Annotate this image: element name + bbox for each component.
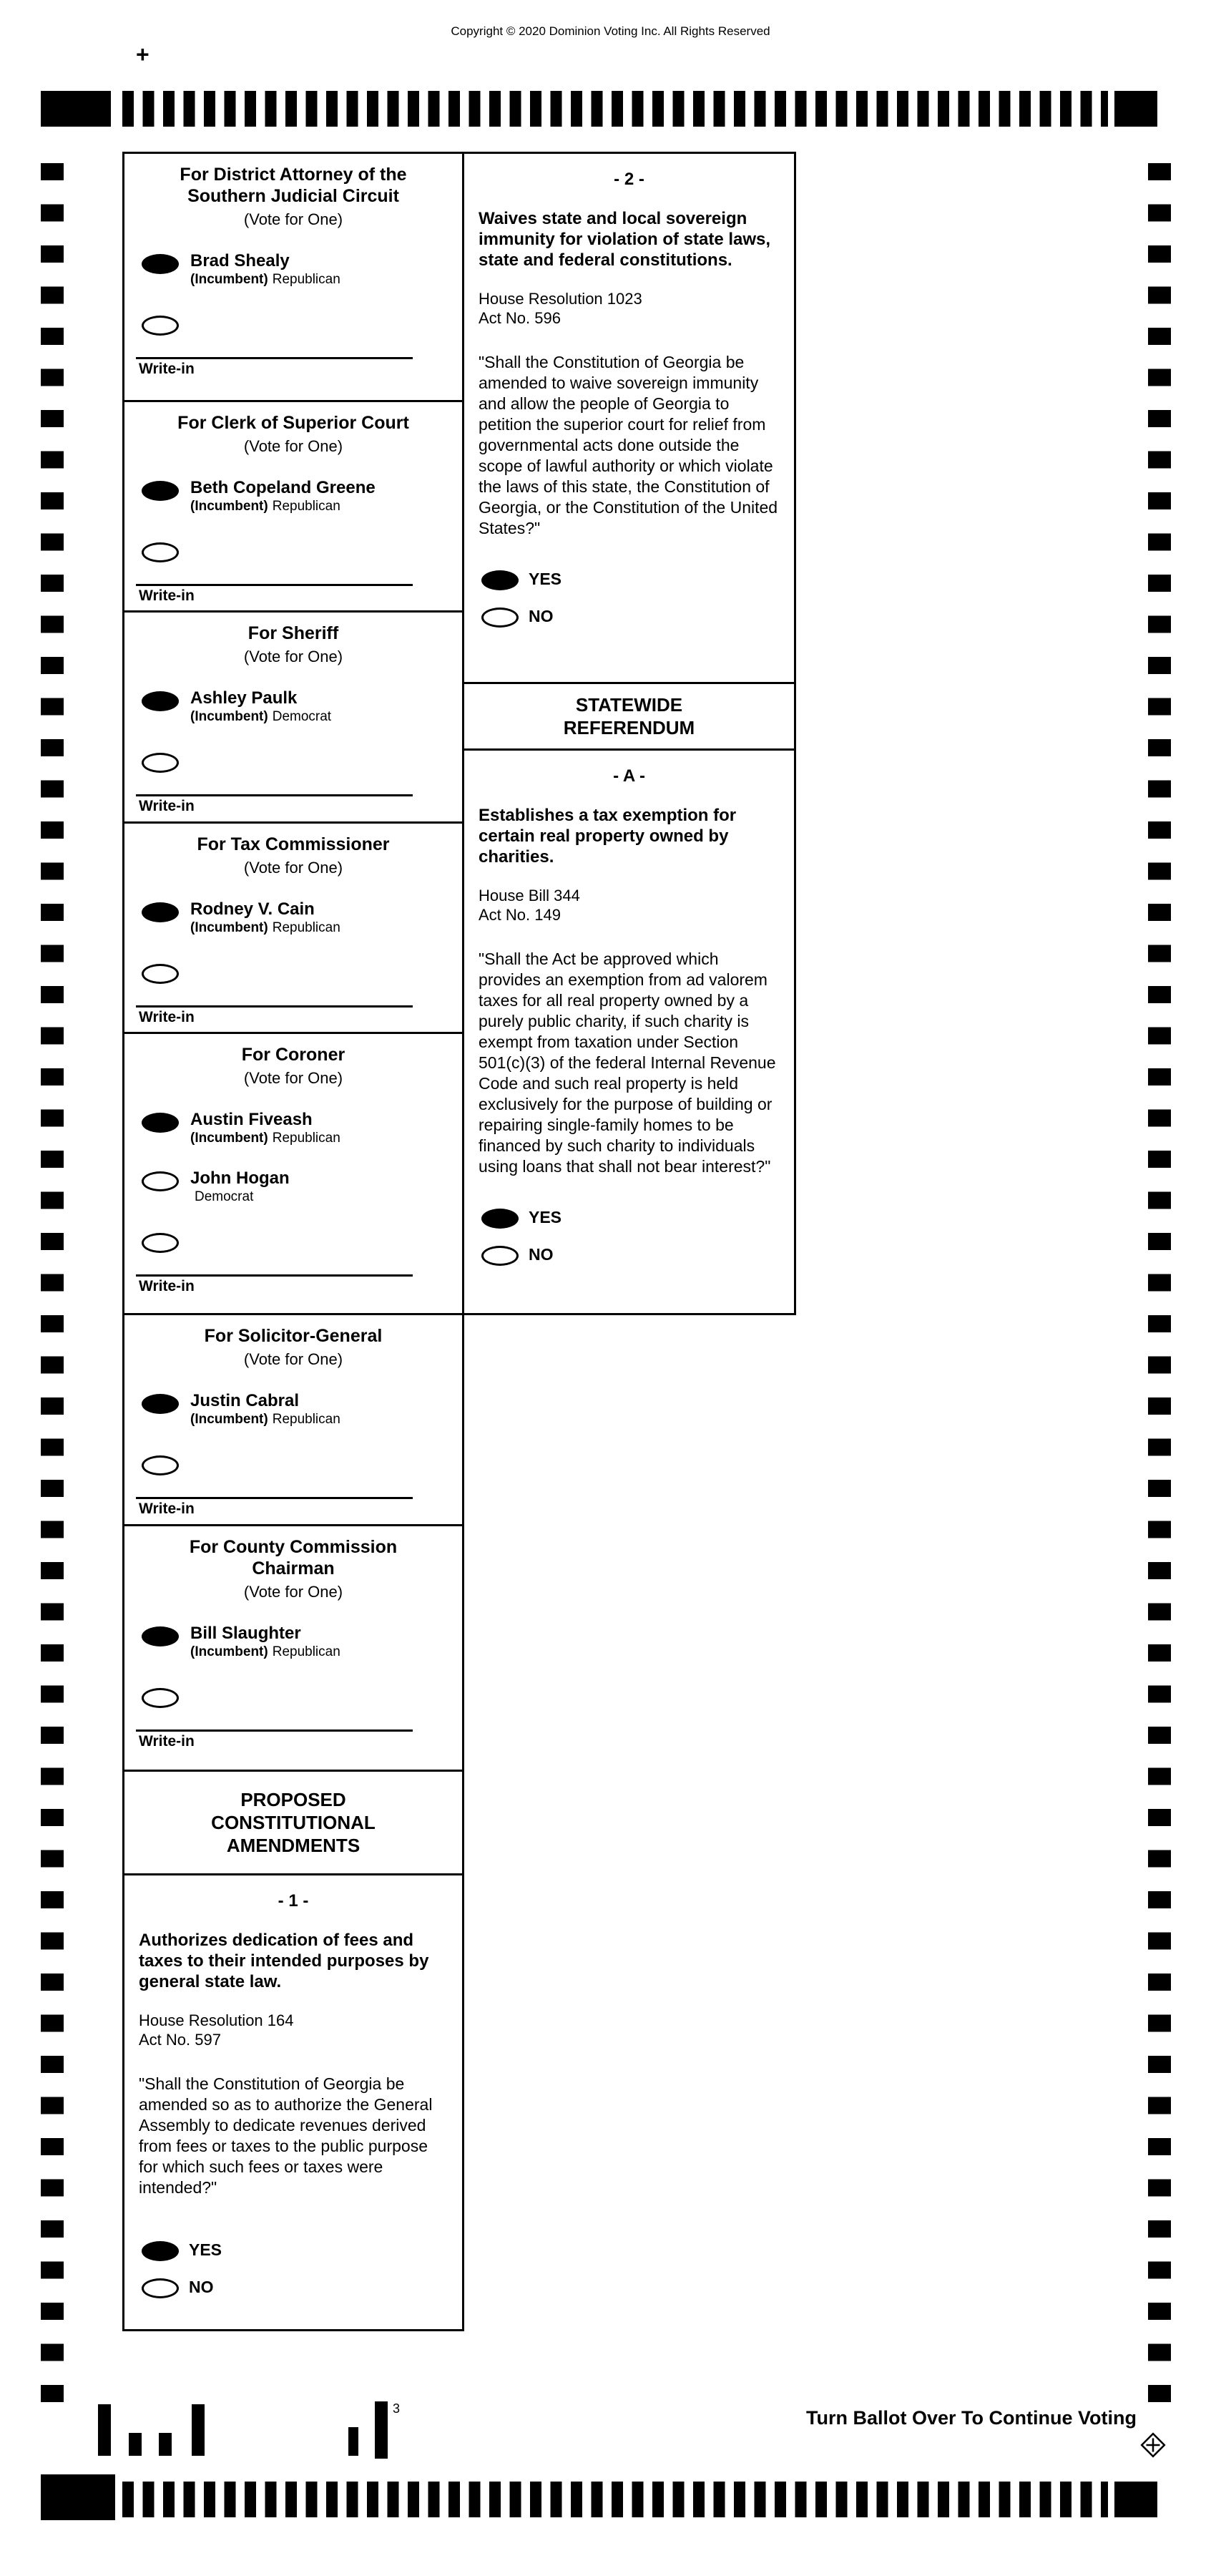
write-in-row	[142, 1230, 451, 1253]
turn-ballot-over-instruction: Turn Ballot Over To Continue Voting	[806, 2407, 1137, 2429]
timing-marks-top	[122, 91, 1108, 127]
measure-ref-line1: House Resolution 164	[139, 2011, 294, 2029]
measure-referendum-a	[462, 748, 796, 1315]
ballot-oval-filled[interactable]	[142, 481, 179, 501]
candidate-name: Rodney V. Cain	[190, 899, 315, 919]
yes-oval-filled[interactable]	[481, 570, 519, 590]
contest-title: For Clerk of Superior Court	[177, 413, 409, 433]
measure-number: - 2 -	[614, 170, 644, 189]
write-in-row	[142, 961, 451, 984]
timing-block-top-right	[1114, 91, 1157, 127]
copyright-line: Copyright © 2020 Dominion Voting Inc. All Rights Reserved	[451, 24, 770, 38]
choice-row-yes	[481, 1206, 780, 1229]
candidate-info	[190, 688, 331, 726]
no-oval[interactable]	[142, 2278, 179, 2298]
section-header-amendments	[122, 1770, 464, 1875]
ballot-right-column	[462, 152, 796, 1315]
measure-ref-line2: Act No. 597	[139, 2031, 221, 2049]
vote-for-instruction: (Vote for One)	[243, 1583, 343, 1601]
ballot-code-mark	[98, 2404, 111, 2456]
timing-marks-right	[1148, 163, 1171, 2414]
yes-oval-filled[interactable]	[142, 2241, 179, 2261]
vote-for-instruction: (Vote for One)	[243, 648, 343, 665]
contest-title: For County Commission Chairman	[189, 1537, 398, 1579]
candidate-name: John Hogan	[190, 1169, 290, 1188]
candidate-party: (Incumbent) Republican	[190, 1412, 340, 1427]
measure-amendment-2	[462, 152, 796, 684]
write-in-row	[142, 750, 451, 773]
contest-solicitor-general	[122, 1313, 464, 1526]
write-in-label: Write-in	[139, 587, 195, 604]
candidate-party: (Incumbent) Republican	[190, 920, 340, 935]
candidate-info	[190, 1391, 340, 1428]
candidate-row	[142, 899, 451, 937]
contest-tax-commissioner	[122, 821, 464, 1034]
vote-for-instruction: (Vote for One)	[243, 1350, 343, 1368]
ballot-code-mark	[348, 2427, 358, 2456]
section-header-statewide-referendum	[462, 682, 796, 751]
candidate-row	[142, 251, 451, 288]
candidate-name: Brad Shealy	[190, 251, 290, 270]
ballot-code-mark	[192, 2404, 205, 2456]
ballot-oval-filled[interactable]	[142, 1626, 179, 1646]
write-in-label: Write-in	[139, 798, 195, 814]
choice-row-no	[142, 2275, 448, 2298]
contest-coroner	[122, 1032, 464, 1315]
contest-title: For District Attorney of the Southern Judicial Circuit	[180, 165, 407, 206]
contest-county-commission-chairman	[122, 1524, 464, 1772]
contest-district-attorney	[122, 152, 464, 402]
no-label: NO	[529, 606, 554, 625]
measure-number: - A -	[613, 766, 645, 786]
measure-summary: Establishes a tax exemption for certain real property owned by charities.	[479, 806, 737, 867]
write-in-label: Write-in	[139, 361, 195, 377]
write-in-row	[142, 540, 451, 562]
measure-reference	[139, 2011, 448, 2049]
ballot-oval-writein[interactable]	[142, 316, 179, 336]
ballot-oval-writein[interactable]	[142, 542, 179, 562]
measure-choices	[479, 567, 780, 628]
candidate-row	[142, 1624, 451, 1661]
candidate-name: Bill Slaughter	[190, 1624, 301, 1643]
no-oval[interactable]	[481, 608, 519, 628]
timing-block-bottom-left	[41, 2474, 115, 2520]
candidate-info	[190, 251, 340, 288]
candidate-row	[142, 1391, 451, 1428]
vote-for-instruction: (Vote for One)	[243, 1069, 343, 1087]
measure-question: "Shall the Act be approved which provides an exemption from ad valorem taxes for all real property owned by a purely public charity, if such charity is exempt from taxation under Section 501(c)(3) of the federal Internal Revenue Code and such real property is held exclusively for the purpose of building or repairing single-family homes to be financed by such charity to individuals using loans that shall not bear interest?"	[479, 950, 776, 1176]
candidate-row	[142, 1110, 451, 1147]
candidate-info	[190, 478, 376, 515]
candidate-name: Austin Fiveash	[190, 1110, 313, 1129]
ballot-code-mark	[129, 2433, 142, 2456]
ballot-oval-writein[interactable]	[142, 753, 179, 773]
ballot-oval-writein[interactable]	[142, 1233, 179, 1253]
ballot-oval-filled[interactable]	[142, 1113, 179, 1133]
measure-summary: Authorizes dedication of fees and taxes to their intended purposes by general state law.	[139, 1931, 429, 1991]
vote-for-instruction: (Vote for One)	[243, 210, 343, 228]
candidate-party: (Incumbent) Republican	[190, 272, 340, 287]
contest-sheriff	[122, 610, 464, 824]
measure-question: "Shall the Constitution of Georgia be amended to waive sovereign immunity and allow the people of Georgia to petition the superior court for relief from governmental acts done outside the scope of lawful authority or which violate the laws of this state, the Constitution of Georgia, or the Constitution of the United States?"	[479, 353, 778, 537]
choice-row-yes	[142, 2238, 448, 2261]
registration-compass-mark	[1139, 2431, 1167, 2462]
candidate-party: (Incumbent) Democrat	[190, 709, 332, 724]
measure-question: "Shall the Constitution of Georgia be amended so as to authorize the General Assembly to dedicate revenues derived from fees or taxes to the public purpose for which such fees or taxes were intended?"	[139, 2074, 433, 2197]
timing-block-top-left	[41, 91, 111, 127]
measure-reference	[479, 289, 780, 328]
contest-title: For Sheriff	[247, 623, 339, 643]
section-header-text: PROPOSED CONSTITUTIONAL AMENDMENTS	[211, 1789, 376, 1856]
ballot-oval[interactable]	[142, 1171, 179, 1191]
yes-oval-filled[interactable]	[481, 1209, 519, 1229]
candidate-row	[142, 1169, 451, 1206]
section-header-text: STATEWIDE REFERENDUM	[563, 694, 695, 738]
write-in-label: Write-in	[139, 1733, 195, 1750]
no-label: NO	[529, 1244, 554, 1264]
measure-ref-line1: House Bill 344	[479, 887, 580, 904]
measure-amendment-1	[122, 1873, 464, 2331]
candidate-row	[142, 478, 451, 515]
vote-for-instruction: (Vote for One)	[243, 437, 343, 455]
candidate-party: (Incumbent) Republican	[190, 1644, 340, 1659]
write-in-label: Write-in	[139, 1278, 195, 1294]
candidate-info	[190, 899, 340, 937]
candidate-info	[190, 1624, 340, 1661]
candidate-party: (Incumbent) Republican	[190, 1131, 340, 1146]
candidate-name: Justin Cabral	[190, 1391, 300, 1410]
ballot-oval-writein[interactable]	[142, 1688, 179, 1708]
timing-block-bottom-right	[1114, 2482, 1157, 2517]
measure-ref-line2: Act No. 149	[479, 906, 561, 924]
measure-summary: Waives state and local sovereign immunity for violation of state laws, state and federal constitutions.	[479, 209, 771, 270]
ballot-code-mark	[375, 2401, 388, 2459]
choice-row-yes	[481, 567, 780, 590]
contest-clerk-superior-court	[122, 400, 464, 613]
contest-title: For Tax Commissioner	[197, 834, 390, 854]
registration-plus-mark: +	[136, 42, 149, 67]
ballot-code-digit: 3	[393, 2401, 401, 2416]
candidate-row	[142, 688, 451, 726]
measure-choices	[479, 1206, 780, 1266]
write-in-label: Write-in	[139, 1009, 195, 1025]
write-in-label: Write-in	[139, 1501, 195, 1517]
ballot-oval-filled[interactable]	[142, 254, 179, 274]
measure-number: - 1 -	[278, 1891, 309, 1911]
vote-for-instruction: (Vote for One)	[243, 859, 343, 877]
ballot-left-column	[122, 152, 464, 2331]
write-in-row	[142, 1453, 451, 1475]
contest-title: For Solicitor-General	[204, 1326, 383, 1346]
no-label: NO	[189, 2277, 214, 2296]
yes-label: YES	[529, 1207, 562, 1226]
timing-marks-bottom	[122, 2482, 1108, 2517]
choice-row-no	[481, 1243, 780, 1266]
candidate-party: (Incumbent) Republican	[190, 499, 340, 514]
write-in-row	[142, 313, 451, 336]
candidate-name: Ashley Paulk	[190, 688, 298, 708]
ballot-oval-filled[interactable]	[142, 902, 179, 922]
contest-title: For Coroner	[241, 1045, 345, 1065]
measure-ref-line1: House Resolution 1023	[479, 290, 642, 308]
candidate-name: Beth Copeland Greene	[190, 478, 376, 497]
ballot-oval-filled[interactable]	[142, 691, 179, 711]
candidate-info	[190, 1169, 290, 1206]
ballot-oval-filled[interactable]	[142, 1394, 179, 1414]
no-oval[interactable]	[481, 1246, 519, 1266]
candidate-info	[190, 1110, 340, 1147]
yes-label: YES	[529, 569, 562, 588]
yes-label: YES	[189, 2240, 222, 2259]
write-in-row	[142, 1685, 451, 1708]
measure-reference	[479, 886, 780, 924]
ballot-code-mark	[159, 2433, 172, 2456]
measure-ref-line2: Act No. 596	[479, 309, 561, 327]
ballot-oval-writein[interactable]	[142, 1455, 179, 1475]
measure-choices	[139, 2238, 448, 2298]
ballot-oval-writein[interactable]	[142, 964, 179, 984]
choice-row-no	[481, 605, 780, 628]
timing-marks-left	[41, 163, 64, 2414]
candidate-party: Democrat	[195, 1189, 254, 1204]
